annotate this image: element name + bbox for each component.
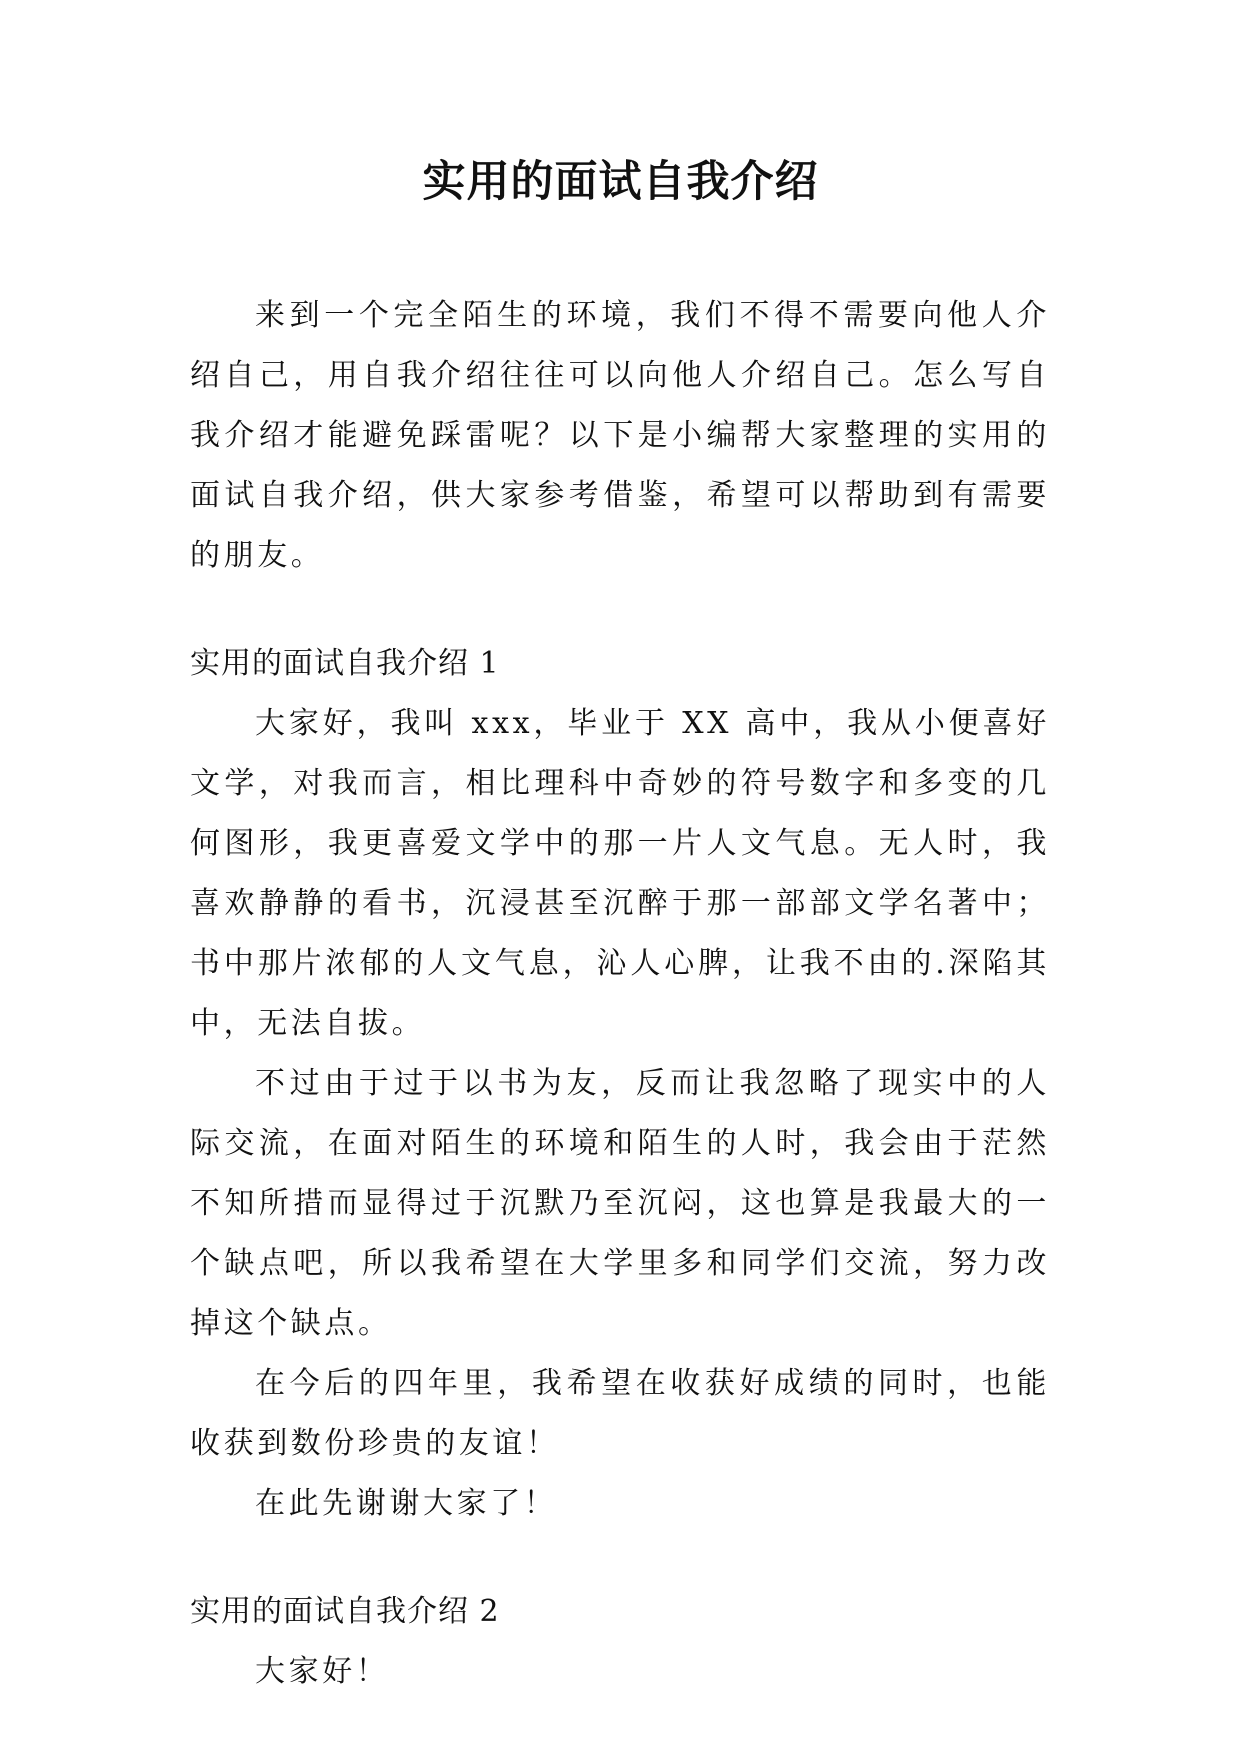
section-heading-1: 实用的面试自我介绍 1	[190, 646, 500, 681]
spacer	[190, 1534, 1050, 1582]
section-1-paragraph: 大家好，我叫 xxx，毕业于 XX 高中，我从小便喜好文学，对我而言，相比理科中奇妙的符号数字和多变的几何图形，我更喜爱文学中的那一片人文气息。无人时，我喜欢静静的看书，沉浸甚至沉醉于那一部部文学名著中；书中那片浓郁的人文气息，沁人心脾，让我不由的.深陷其中，无法自拔。	[190, 706, 1050, 1041]
intro-paragraph: 来到一个完全陌生的环境，我们不得不需要向他人介绍自己，用自我介绍往往可以向他人介绍自己。怎么写自我介绍才能避免踩雷呢？以下是小编帮大家整理的实用的面试自我介绍，供大家参考借鉴，希望可以帮助到有需要的朋友。	[190, 298, 1050, 573]
section-1-paragraph: 在今后的四年里，我希望在收获好成绩的同时，也能收获到数份珍贵的友谊！	[190, 1366, 1050, 1461]
spacer	[190, 586, 1050, 634]
document-body	[190, 286, 1050, 1702]
section-1-paragraph: 在此先谢谢大家了！	[255, 1486, 558, 1521]
document-title: 实用的面试自我介绍	[422, 157, 819, 207]
section-1-paragraph: 不过由于过于以书为友，反而让我忽略了现实中的人际交流，在面对陌生的环境和陌生的人时，我会由于茫然不知所措而显得过于沉默乃至沉闷，这也算是我最大的一个缺点吧，所以我希望在大学里多和同学们交流，努力改掉这个缺点。	[190, 1066, 1050, 1341]
section-2-paragraph: 大家好！	[255, 1654, 390, 1689]
section-heading-2: 实用的面试自我介绍 2	[190, 1594, 500, 1629]
